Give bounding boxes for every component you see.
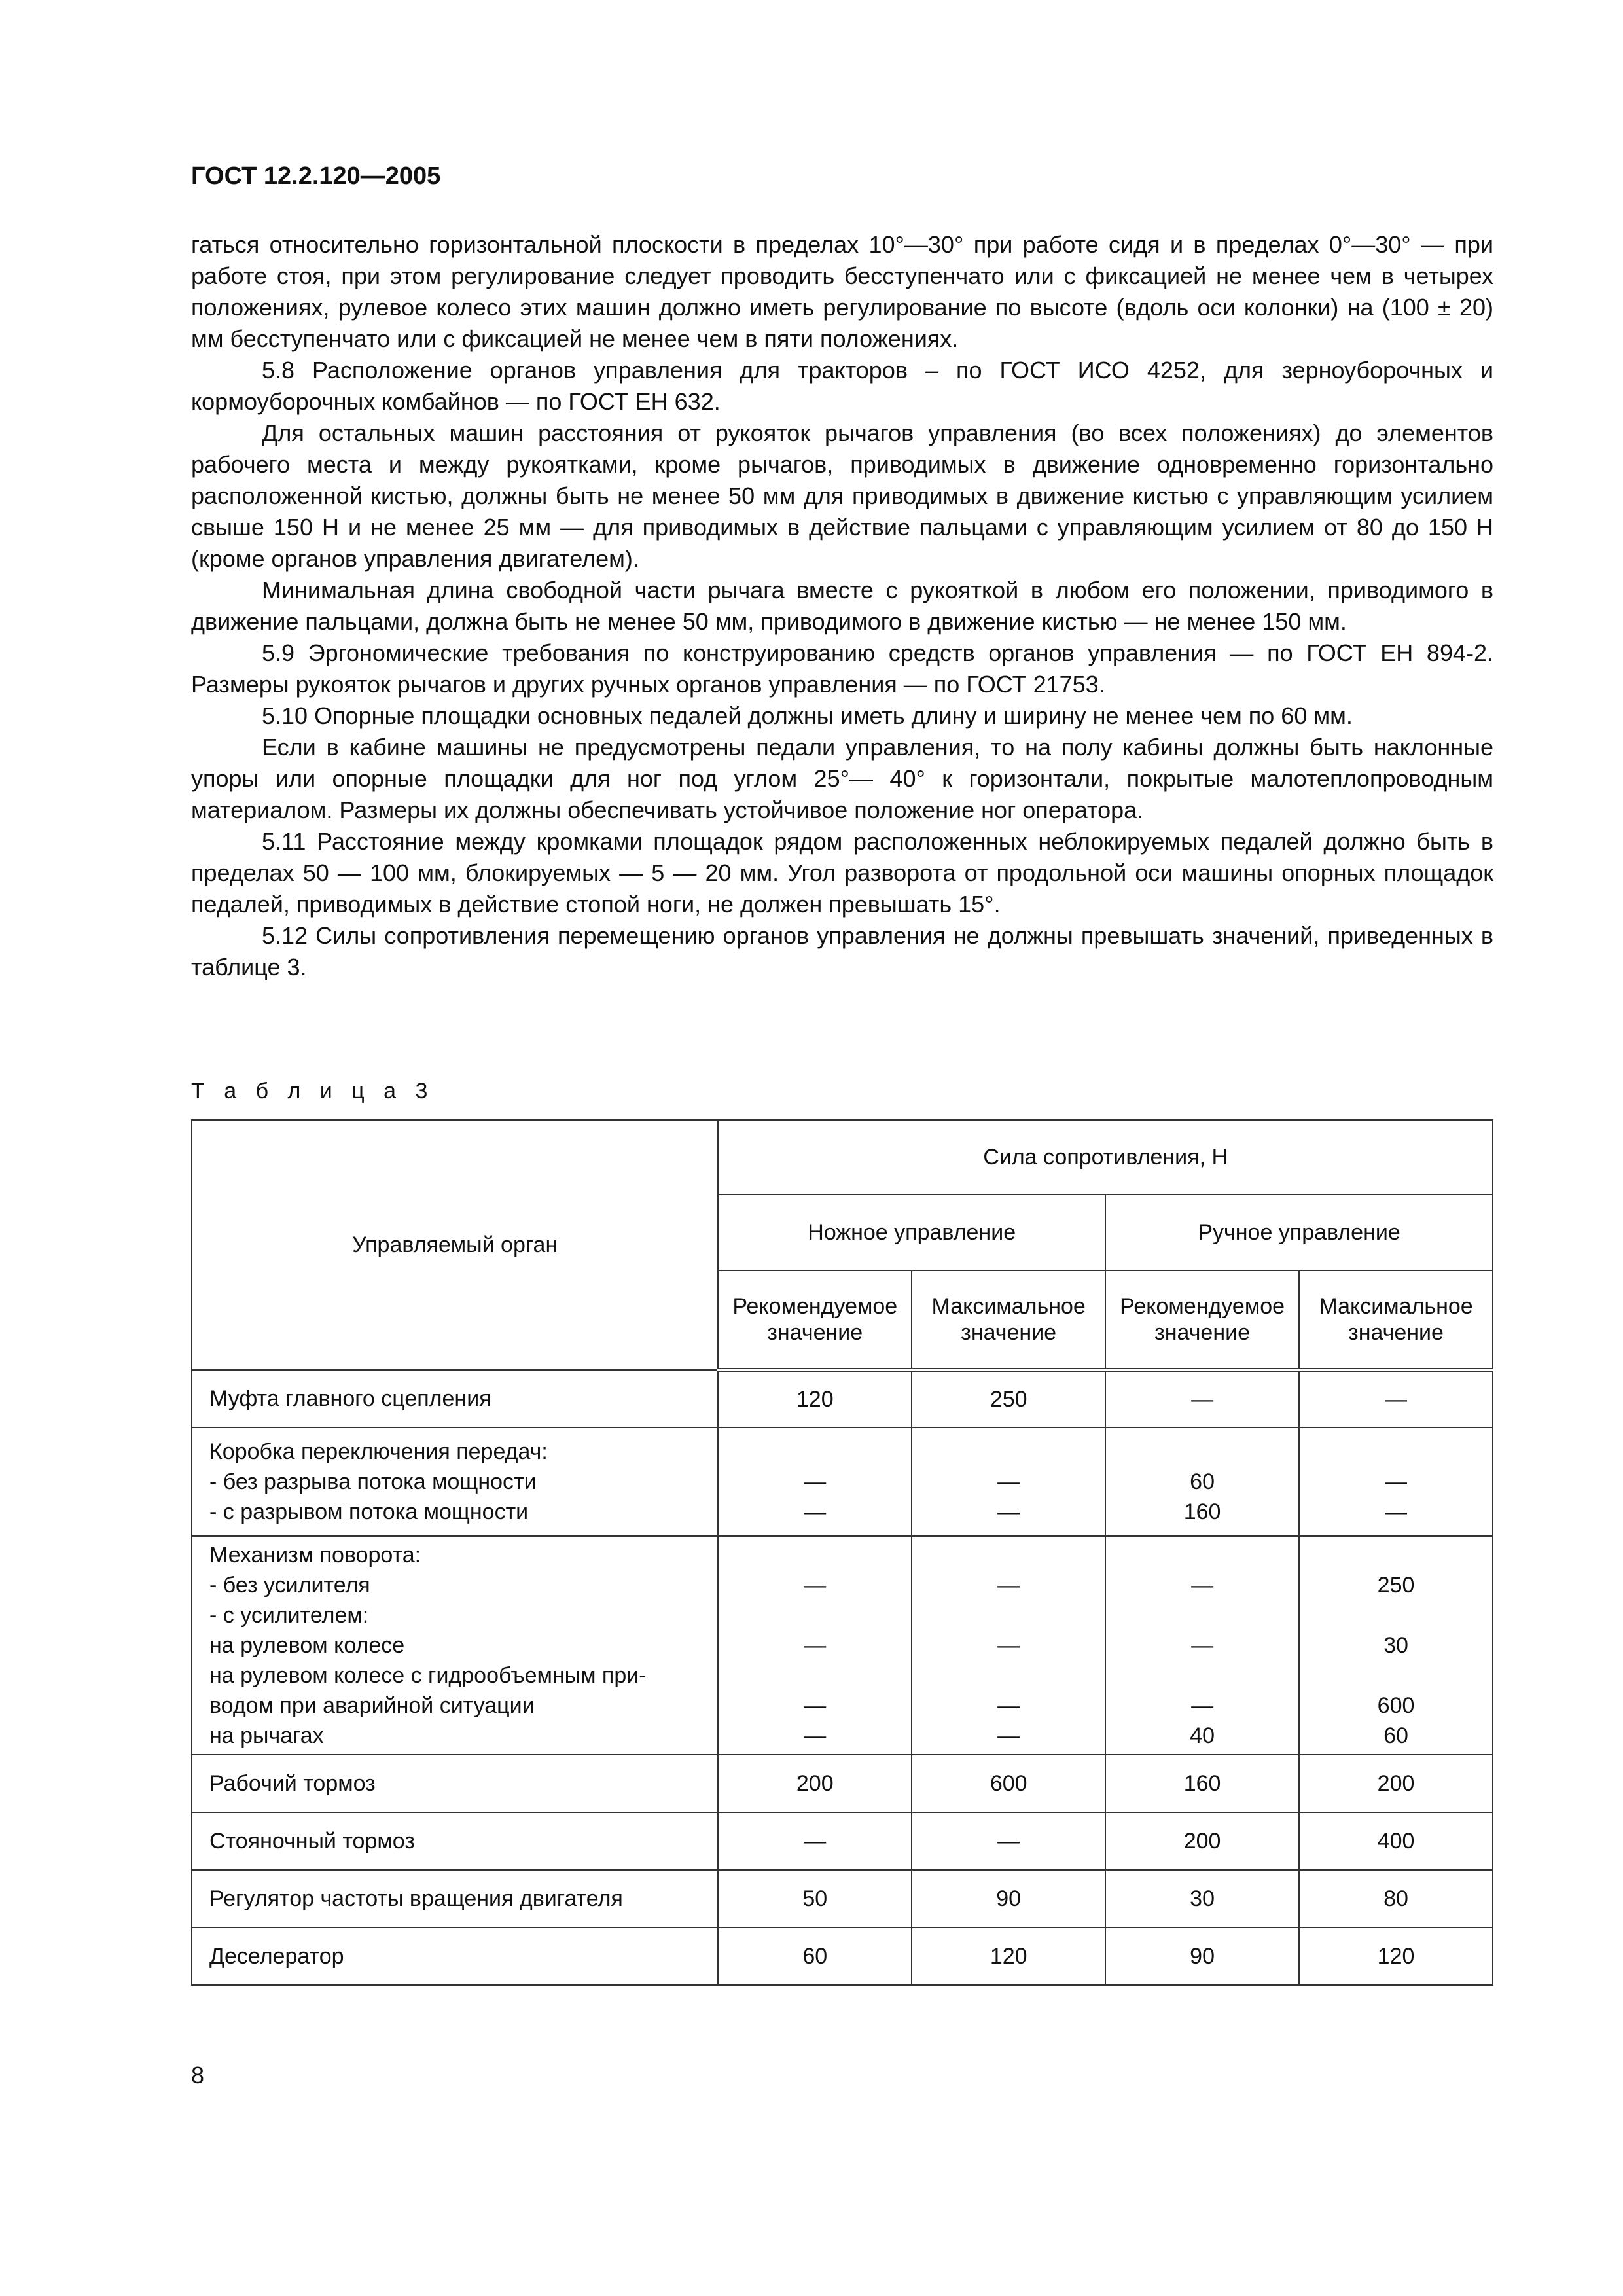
cell-line: 40 — [1190, 1723, 1215, 1748]
cell-line: на рулевом колесе с гидрообъемным при- — [209, 1663, 647, 1688]
row-value-c2 — [912, 1370, 1105, 1427]
col-header-foot: Ножное управление — [718, 1194, 1105, 1270]
cell-line: Механизм поворота: — [209, 1543, 421, 1568]
cell-line: — — [997, 1723, 1020, 1748]
cell-line: Рабочий тормоз — [209, 1771, 376, 1796]
cell-line: — — [804, 1723, 827, 1748]
cell-line: 250 — [990, 1387, 1027, 1412]
col-header-hand-max: Максимальное значение — [1299, 1270, 1493, 1370]
cell-line — [1309, 1600, 1483, 1630]
cell-line: — — [997, 1829, 1020, 1854]
cell-line — [1309, 1660, 1483, 1691]
row-organ-name — [192, 1536, 718, 1755]
cell-line — [921, 1660, 1096, 1691]
cell-line: 120 — [990, 1944, 1027, 1969]
cell-line: — — [997, 1573, 1020, 1598]
cell-line: 50 — [802, 1886, 828, 1911]
row-value-c3 — [1105, 1536, 1299, 1755]
cell-line — [1309, 1437, 1483, 1467]
paragraph: 5.12 Силы сопротивления перемещению органов управления не должны превышать значений, приведенных в таблице 3. — [191, 922, 1493, 980]
resistance-force-table — [191, 1119, 1493, 1986]
cell-line: — — [1191, 1693, 1214, 1718]
row-value-c4 — [1299, 1536, 1493, 1755]
cell-line — [728, 1660, 902, 1691]
table-row — [192, 1928, 1493, 1985]
cell-line: 160 — [1183, 1499, 1221, 1524]
row-organ-name — [192, 1870, 718, 1928]
table-row — [192, 1370, 1493, 1427]
cell-line: 80 — [1383, 1886, 1408, 1911]
cell-line: — — [997, 1499, 1020, 1524]
document-header: ГОСТ 12.2.120—2005 — [191, 162, 441, 190]
cell-line: 60 — [802, 1944, 828, 1969]
row-value-c1 — [718, 1928, 912, 1985]
cell-line: — — [1385, 1469, 1408, 1494]
cell-line — [1115, 1660, 1289, 1691]
cell-line: 250 — [1377, 1573, 1415, 1598]
cell-line: - без усилителя — [209, 1573, 370, 1598]
row-value-c1 — [718, 1427, 912, 1536]
col-header-hand-rec: Рекомендуемое значение — [1105, 1270, 1299, 1370]
body-text — [191, 229, 1493, 983]
cell-line — [921, 1540, 1096, 1570]
cell-line: 120 — [796, 1387, 834, 1412]
cell-line — [1115, 1540, 1289, 1570]
cell-line: — — [1385, 1387, 1408, 1412]
table-caption: Т а б л и ц а 3 — [191, 1079, 435, 1103]
cell-line: — — [1385, 1499, 1408, 1524]
table-row — [192, 1870, 1493, 1928]
row-value-c2 — [912, 1812, 1105, 1870]
cell-line: 30 — [1190, 1886, 1215, 1911]
col-header-force: Сила сопротивления, Н — [718, 1120, 1493, 1194]
cell-line: - с усилителем: — [209, 1603, 369, 1628]
cell-line: на рычагах — [209, 1723, 324, 1748]
cell-line: - без разрыва потока мощности — [209, 1469, 537, 1494]
cell-line: — — [1191, 1387, 1214, 1412]
cell-line: — — [804, 1693, 827, 1718]
cell-line: водом при аварийной ситуации — [209, 1693, 535, 1718]
cell-line: — — [804, 1469, 827, 1494]
paragraph: Минимальная длина свободной части рычага вместе с рукояткой в любом его положении, приводимого в движение пальцами, должна быть не менее 50 мм, приводимого в движение кистью — не менее 150 мм. — [191, 577, 1493, 635]
row-value-c4 — [1299, 1755, 1493, 1812]
cell-line — [728, 1437, 902, 1467]
cell-line: — — [804, 1573, 827, 1598]
cell-line — [921, 1437, 1096, 1467]
cell-line: Муфта главного сцепления — [209, 1386, 491, 1411]
cell-line: Стояночный тормоз — [209, 1829, 415, 1854]
row-value-c3 — [1105, 1928, 1299, 1985]
table-row — [192, 1427, 1493, 1536]
row-value-c2 — [912, 1928, 1105, 1985]
paragraph: 5.9 Эргономические требования по конструированию средств органов управления — по ГОСТ ЕН 894-2. Размеры рукояток рычагов и других ручных органов управления — по ГОСТ 21753. — [191, 639, 1493, 698]
cell-line: Регулятор частоты вращения двигателя — [209, 1886, 623, 1911]
page-number: 8 — [191, 2062, 205, 2089]
row-value-c4 — [1299, 1928, 1493, 1985]
cell-line: — — [997, 1633, 1020, 1658]
row-value-c3 — [1105, 1427, 1299, 1536]
row-value-c3 — [1105, 1870, 1299, 1928]
row-organ-name — [192, 1370, 718, 1427]
row-value-c2 — [912, 1536, 1105, 1755]
cell-line: 160 — [1183, 1771, 1221, 1796]
cell-line: 60 — [1190, 1469, 1215, 1494]
row-organ-name — [192, 1812, 718, 1870]
cell-line — [1115, 1437, 1289, 1467]
row-organ-name — [192, 1928, 718, 1985]
paragraph: Если в кабине машины не предусмотрены педали управления, то на полу кабины должны быть наклонные упоры или опорные площадки для ног под углом 25°— 40° к горизонтали, покрытые малотеплопроводным материалом. Размеры их должны обеспечивать устойчивое положение ног оператора. — [191, 734, 1493, 823]
row-value-c1 — [718, 1370, 912, 1427]
row-value-c1 — [718, 1755, 912, 1812]
row-value-c1 — [718, 1870, 912, 1928]
paragraph: 5.8 Расположение органов управления для тракторов – по ГОСТ ИСО 4252, для зерноуборочных и кормоуборочных комбайнов — по ГОСТ ЕН 632. — [191, 357, 1493, 415]
cell-line: Деселератор — [209, 1944, 344, 1969]
row-organ-name — [192, 1427, 718, 1536]
table-row — [192, 1536, 1493, 1755]
row-value-c4 — [1299, 1812, 1493, 1870]
row-value-c1 — [718, 1536, 912, 1755]
row-organ-name — [192, 1755, 718, 1812]
table-row — [192, 1812, 1493, 1870]
cell-line: 400 — [1377, 1829, 1415, 1854]
table-body — [192, 1370, 1493, 1985]
cell-line: — — [1191, 1633, 1214, 1658]
row-value-c4 — [1299, 1870, 1493, 1928]
cell-line — [728, 1540, 902, 1570]
cell-line: 600 — [990, 1771, 1027, 1796]
cell-line: 200 — [1377, 1771, 1415, 1796]
row-value-c2 — [912, 1427, 1105, 1536]
cell-line — [728, 1600, 902, 1630]
cell-line: — — [1191, 1573, 1214, 1598]
paragraph: гаться относительно горизонтальной плоскости в пределах 10°—30° при работе сидя и в пределах 0°—30° — при работе стоя, при этом регулирование следует проводить бесступенчато или с фиксацией не менее чем в четырех положениях, рулевое колесо этих машин должно иметь регулирование по высоте (вдоль оси колонки) на (100 ± 20) мм бесступенчато или с фиксацией не менее чем в пяти положениях. — [191, 231, 1493, 352]
cell-line: 200 — [1183, 1829, 1221, 1854]
cell-line: — — [997, 1469, 1020, 1494]
row-value-c3 — [1105, 1755, 1299, 1812]
paragraph: 5.10 Опорные площадки основных педалей должны иметь длину и ширину не менее чем по 60 мм. — [262, 702, 1353, 729]
cell-line: 60 — [1383, 1723, 1408, 1748]
paragraph: Для остальных машин расстояния от рукояток рычагов управления (во всех положениях) до элементов рабочего места и между рукоятками, кроме рычагов, приводимых в движение одновременно горизонтально расположенной кистью, должны быть не менее 50 мм для приводимых в движение кистью с управляющим усилием свыше 150 Н и не менее 25 мм — для приводимых в действие пальцами с управляющим усилием от 80 до 150 Н (кроме органов управления двигателем). — [191, 420, 1493, 572]
col-header-hand: Ручное управление — [1105, 1194, 1493, 1270]
row-value-c1 — [718, 1812, 912, 1870]
row-value-c4 — [1299, 1427, 1493, 1536]
cell-line: — — [804, 1499, 827, 1524]
col-header-foot-rec: Рекомендуемое значение — [718, 1270, 912, 1370]
cell-line: — — [804, 1829, 827, 1854]
cell-line: — — [997, 1693, 1020, 1718]
row-value-c4 — [1299, 1370, 1493, 1427]
cell-line: 90 — [1190, 1944, 1215, 1969]
cell-line: 600 — [1377, 1693, 1415, 1718]
cell-line: — — [804, 1633, 827, 1658]
table-row — [192, 1755, 1493, 1812]
paragraph: 5.11 Расстояние между кромками площадок рядом расположенных неблокируемых педалей должно быть в пределах 50 — 100 мм, блокируемых — 5 — 20 мм. Угол разворота от продольной оси машины опорных площадок педалей, приводимых в действие стопой ноги, не должен превышать 15°. — [191, 828, 1493, 918]
col-header-foot-max: Максимальное значение — [912, 1270, 1105, 1370]
row-value-c2 — [912, 1755, 1105, 1812]
cell-line: Коробка переключения передач: — [209, 1439, 548, 1464]
cell-line — [1309, 1540, 1483, 1570]
cell-line: 120 — [1377, 1944, 1415, 1969]
cell-line — [921, 1600, 1096, 1630]
row-value-c3 — [1105, 1370, 1299, 1427]
cell-line: - с разрывом потока мощности — [209, 1499, 529, 1524]
cell-line: 30 — [1383, 1633, 1408, 1658]
cell-line — [1115, 1600, 1289, 1630]
cell-line: 200 — [796, 1771, 834, 1796]
row-value-c2 — [912, 1870, 1105, 1928]
col-header-organ: Управляемый орган — [192, 1120, 718, 1370]
cell-line: на рулевом колесе — [209, 1633, 405, 1658]
cell-line: 90 — [996, 1886, 1022, 1911]
row-value-c3 — [1105, 1812, 1299, 1870]
